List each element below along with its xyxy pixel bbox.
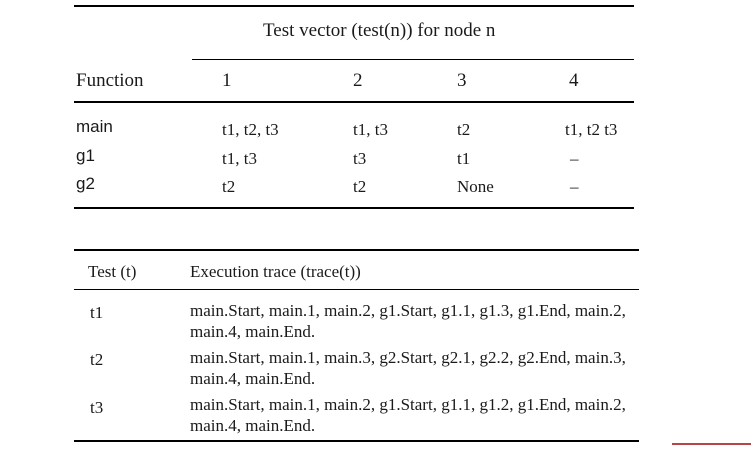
table1-col-4: 4 xyxy=(569,70,579,91)
table1-row-g1-c3: t1 xyxy=(457,149,471,168)
table1-bottom-rule xyxy=(74,207,634,209)
table1-row-main-fn: main xyxy=(76,117,113,136)
table2-row-t1-test: t1 xyxy=(90,303,104,322)
table1-row-g1-c2: t3 xyxy=(353,149,367,168)
table1-row-g2-c2: t2 xyxy=(353,177,367,196)
table1-row-g1-c4: – xyxy=(570,149,579,168)
table1-row-main-c2: t1, t3 xyxy=(353,120,388,139)
table2-row-t2-test: t2 xyxy=(90,350,104,369)
table1-col-3: 3 xyxy=(457,70,467,91)
table1-row-main-c1: t1, t2, t3 xyxy=(222,120,279,139)
table1-group-rule xyxy=(192,59,634,60)
table1-col-function: Function xyxy=(76,70,144,91)
table1-group-header: Test vector (test(n)) for node n xyxy=(263,20,496,41)
table2-row-t1-trace: main.Start, main.1, main.2, g1.Start, g1.1, g1.3, g1.End, main.2, main.4, main.End. xyxy=(190,301,626,341)
table1-header-rule xyxy=(74,101,634,103)
table1-col-2: 2 xyxy=(353,70,363,91)
table2-col-test: Test (t) xyxy=(88,262,137,281)
table1-row-g2-c4: – xyxy=(570,177,579,196)
table2-bottom-rule xyxy=(74,440,639,442)
table1-top-rule xyxy=(74,5,634,7)
table2-col-trace: Execution trace (trace(t)) xyxy=(190,262,361,281)
table1-row-main-c3: t2 xyxy=(457,120,471,139)
table1-row-main-c4: t1, t2 t3 xyxy=(565,120,618,139)
accent-line xyxy=(672,443,751,445)
table2-row-t3-trace: main.Start, main.1, main.2, g1.Start, g1.1, g1.2, g1.End, main.2, main.4, main.End. xyxy=(190,395,626,435)
table1-row-g2-fn: g2 xyxy=(76,174,95,193)
table2-header-rule xyxy=(74,289,639,290)
table1-col-1: 1 xyxy=(222,70,232,91)
table1-row-g1-c1: t1, t3 xyxy=(222,149,257,168)
table2-row-t3-test: t3 xyxy=(90,398,104,417)
table1-row-g2-c1: t2 xyxy=(222,177,236,196)
table2-top-rule xyxy=(74,249,639,251)
table1-row-g1-fn: g1 xyxy=(76,146,95,165)
table1-row-g2-c3: None xyxy=(457,177,494,196)
table2-row-t2-trace: main.Start, main.1, main.3, g2.Start, g2.1, g2.2, g2.End, main.3, main.4, main.End. xyxy=(190,348,626,388)
